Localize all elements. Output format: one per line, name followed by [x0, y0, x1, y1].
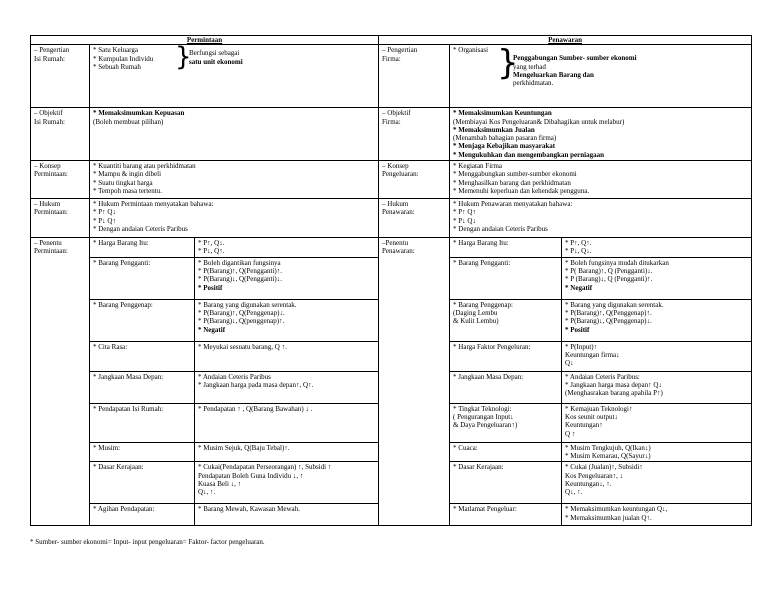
- right-factor-line: * Harga Barang Itu:: [453, 239, 509, 248]
- right-factor-cell: [450, 403, 562, 442]
- right-factor-line: * Tingkat Teknologi:: [453, 404, 512, 413]
- right-effect-line: Kos Pengeluaran↑, ↓: [565, 471, 624, 480]
- right-factor-line: & Kulit Lembu): [453, 317, 499, 326]
- left-effect-cell: [195, 462, 379, 504]
- right-effect-line: * P↓, Q↓.: [565, 247, 592, 256]
- left-effect-line: * Cukai(Pendapatan Perseorangan) ↑, Subsidi ↑: [198, 463, 332, 472]
- right-effect-line: * P(Input)↑: [565, 342, 598, 351]
- header-permintaan: Permintaan: [31, 36, 379, 45]
- right-line: * Memaksimumkan Keuntungan: [453, 109, 552, 118]
- left-line: * P↑ Q↓: [93, 208, 116, 217]
- left-line: * Hukum Permintaan menyatakan bahawa:: [93, 200, 214, 209]
- left-effect-line: * Pendapatan ↑ , Q(Barang Bawahan) ↓ .: [198, 404, 313, 413]
- right-effect-line: Q↓, ↑.: [565, 488, 583, 497]
- right-factor-line: * Cuaca:: [453, 443, 478, 452]
- right-label-cell: [379, 45, 450, 108]
- right-label-line: Pengeluaran:: [382, 170, 419, 179]
- left-effect-line: * Positif: [198, 283, 223, 292]
- right-line: * P↑ Q↑: [453, 208, 476, 217]
- left-line: * Dengan andaian Ceteris Paribus: [93, 224, 188, 233]
- right-brace-icon: }: [497, 44, 519, 84]
- right-line: (Menambah bahagian pasaran firma): [453, 134, 557, 143]
- left-line: * Tempoh masa tertentu.: [93, 186, 162, 195]
- left-content-cell: [90, 45, 379, 108]
- right-effect-line: Kos seunit output↓: [565, 412, 618, 421]
- left-factor-cell: [90, 371, 195, 403]
- right-effect-line: * P (Barang)↓, Q (Pengganti)↑.: [565, 275, 653, 284]
- right-line: * Hukum Penawaran menyatakan bahawa:: [453, 200, 573, 209]
- left-effect-line: * P(Barang)↑, Q(Penggenap)↓.: [198, 308, 285, 317]
- left-effect-line: * P↑, Q↓.: [198, 239, 225, 248]
- right-effect-cell: [562, 442, 752, 462]
- right-effect-line: * P( Barang)↑, Q (Pengganti)↓.: [565, 266, 653, 275]
- left-line: * Memaksimumkan Kepuasan: [93, 109, 185, 118]
- right-effect-cell: [562, 238, 752, 258]
- right-effect-cell: [562, 403, 752, 442]
- concept-row: [31, 108, 752, 161]
- left-factor-cell: [90, 257, 195, 299]
- left-effect-line: * Jangkaan harga pada masa depan↑, Q↑.: [198, 380, 314, 389]
- left-line: * Kuantiti barang atau perkhidmatan: [93, 162, 196, 171]
- left-factor-line: * Pendapatan Isi Rumah:: [93, 404, 164, 413]
- left-effect-line: * Andaian Ceteris Paribus: [198, 372, 271, 381]
- right-label-line: – Konsep: [382, 162, 409, 171]
- left-factor-cell: [90, 442, 195, 462]
- right-effect-cell: [562, 462, 752, 504]
- right-line: * Kegiatan Firma: [453, 162, 503, 171]
- left-effect-cell: [195, 442, 379, 462]
- right-factor-line: * Dasar Kerajaan:: [453, 463, 504, 472]
- header-penawaran: Penawaran: [379, 36, 752, 45]
- determinant-row: [31, 238, 752, 258]
- right-factor-line: * Barang Penggenap:: [453, 300, 513, 309]
- left-line: * Mampu & ingin dibeli: [93, 170, 162, 179]
- right-effect-line: Q↓: [565, 359, 574, 368]
- left-content-cell: [90, 199, 379, 238]
- right-line: (Membiayai Kos Pengeluaran& Dibahagikan untuk melabur): [453, 117, 625, 126]
- right-effect-cell: [562, 299, 752, 341]
- right-label-line: Firma:: [382, 117, 401, 126]
- left-line: * Suatu tingkat harga: [93, 178, 153, 187]
- right-effect-line: * P↑, Q↑.: [565, 239, 592, 248]
- right-effect-line: Keuntungan↓, ↑.: [565, 479, 612, 488]
- left-factor-line: * Barang Pengganti:: [93, 258, 151, 267]
- left-factor-cell: [90, 403, 195, 442]
- left-effect-line: * P(Barang)↓, Q(penggenap)↑.: [198, 317, 285, 326]
- right-label-line: – Pengertian: [382, 46, 418, 55]
- right-factor-line: * Jangkaan Masa Depan:: [453, 372, 524, 381]
- right-line: * Menghasilkan barang dan perkhidmatan: [453, 178, 571, 187]
- left-effect-cell: [195, 238, 379, 258]
- right-effect-line: * Musim Kemarau, Q(Sayur↓): [565, 451, 651, 460]
- left-label-cell: [31, 108, 90, 161]
- left-label-line: Permintaan:: [34, 170, 68, 179]
- right-factor-cell: [450, 257, 562, 299]
- left-factor-line: * Jangkaan Masa Depan:: [93, 372, 164, 381]
- right-effect-cell: [562, 341, 752, 371]
- right-brace-icon: }: [175, 44, 192, 73]
- right-effect-line: Keuntungan↑: [565, 421, 603, 430]
- right-effect-line: * Musim Tengkujuh, Q(Ikan↓): [565, 443, 651, 452]
- right-effect-line: (Menghasrakan barang apabila P↑): [565, 389, 663, 398]
- right-label-line: –Penentu: [382, 239, 409, 248]
- left-effect-line: Q↓, ↑.: [198, 488, 216, 497]
- left-effect-cell: [195, 371, 379, 403]
- right-effect-line: * Memaksimumkan jualan Q↑.: [565, 513, 652, 522]
- left-effect-line: * Meyukai sesuatu barang, Q ↑.: [198, 342, 287, 351]
- right-label-line: – Objektif: [382, 109, 411, 118]
- left-item-line: * Satu Keluarga: [93, 46, 138, 55]
- right-line: * Memaksimumkan Jualan: [453, 125, 535, 134]
- footnote: * Sumber- sumber ekonomi= Input- input pengeluaran= Faktor- factor pengeluaran.: [30, 538, 265, 546]
- left-label-cell: [31, 199, 90, 238]
- right-effect-cell: [562, 504, 752, 526]
- right-factor-cell: [450, 371, 562, 403]
- left-label-cell: [31, 161, 90, 199]
- left-effect-cell: [195, 299, 379, 341]
- right-line: * Dengan andaian Ceteris Paribus: [453, 224, 548, 233]
- right-effect-cell: [562, 371, 752, 403]
- left-effect-line: * Negatif: [198, 325, 226, 334]
- left-effect-cell: [195, 403, 379, 442]
- right-label-cell: [379, 161, 450, 199]
- right-content-cell: [450, 108, 752, 161]
- right-effect-line: * P(Barang)↑, Q(Penggenap)↑.: [565, 308, 652, 317]
- left-effect-line: * P(Barang)↓, Q(Pengganti)↓.: [198, 275, 282, 284]
- left-label-line: Permintaan:: [34, 208, 68, 217]
- right-effect-line: * Jangkaan harga masa depan↑ Q↓: [565, 380, 662, 389]
- right-line: * Mengukuhkan dan mengembangkan perniagaan: [453, 150, 604, 159]
- left-effect-line: * P(Barang)↑, Q(Pengganti)↑.: [198, 266, 282, 275]
- right-factor-cell: [450, 462, 562, 504]
- left-label-line: – Objektif: [34, 109, 63, 118]
- left-factor-line: * Cita Rasa:: [93, 342, 128, 351]
- left-factor-cell: [90, 504, 195, 526]
- right-effect-line: * Memaksimumkan keuntungan Q↓,: [565, 505, 668, 514]
- left-item-line: * Kumpulan Individu: [93, 54, 154, 63]
- left-label-cell: [31, 45, 90, 108]
- right-label-cell: [379, 199, 450, 238]
- left-effect-line: * Musim Sejuk, Q(Baju Tebal)↑.: [198, 443, 290, 452]
- right-line: * Menggabungkan sumber-sumber ekonomi: [453, 170, 577, 179]
- right-effect-line: * P(Barang)↓, Q(Penggenap)↓.: [565, 317, 652, 326]
- left-label-line: Isi Rumah:: [34, 117, 65, 126]
- right-factor-line: * Harga Faktor Pengeluran:: [453, 342, 531, 351]
- left-side-line: Berfungsi sebagai: [189, 49, 240, 58]
- right-content-cell: [450, 199, 752, 238]
- left-factor-cell: [90, 238, 195, 258]
- right-line: * P↓ Q↓: [453, 216, 476, 225]
- right-effect-line: * Kemajuan Teknologi↑: [565, 404, 633, 413]
- left-item-line: * Sebuah Rumah: [93, 62, 141, 71]
- left-effect-cell: [195, 504, 379, 526]
- left-line: (Boleh membuat pilihan): [93, 117, 164, 126]
- right-item-line: * Organisasi: [453, 46, 489, 55]
- left-effect-line: Kuasa Beli ↓, ↑: [198, 479, 242, 488]
- right-effect-line: * Negatif: [565, 283, 593, 292]
- right-factor-line: & Daya Pengeluaran↑): [453, 421, 518, 430]
- right-effect-line: * Barang yang digunakan serentak.: [565, 300, 664, 309]
- right-factor-cell: [450, 504, 562, 526]
- left-effect-line: * Barang yang digunakan serentak.: [198, 300, 297, 309]
- left-content-cell: [90, 108, 379, 161]
- concept-row: [31, 161, 752, 199]
- right-label-cell: [379, 108, 450, 161]
- left-factor-line: * Agihan Pendapatan:: [93, 505, 155, 514]
- concept-row: [31, 199, 752, 238]
- right-line: * Memenuhi keperluan dan kehendak pengguna.: [453, 186, 590, 195]
- left-content-cell: [90, 161, 379, 199]
- left-factor-line: * Harga Barang Itu:: [93, 239, 149, 248]
- left-label-line: – Hukum: [34, 200, 61, 209]
- left-label-line: – Konsep: [34, 162, 61, 171]
- left-effect-cell: [195, 257, 379, 299]
- right-factor-cell: [450, 341, 562, 371]
- right-effect-line: Q ↑: [565, 429, 576, 438]
- right-side-line: Penggabungan Sumber- sumber ekonomi: [513, 54, 637, 63]
- right-line: * Menjaga Kebajikan masyarakat: [453, 142, 556, 151]
- left-effect-line: * P↓, Q↑.: [198, 247, 225, 256]
- right-factor-line: * Barang Pengganti:: [453, 258, 511, 267]
- left-factor-line: * Musim:: [93, 443, 121, 452]
- left-label-line: Permintaan:: [34, 247, 68, 256]
- left-line: * P↓ Q↑: [93, 216, 116, 225]
- right-effect-line: * Positif: [565, 325, 590, 334]
- left-effect-line: * Barang Mewah, Kawasan Mewah.: [198, 505, 300, 514]
- left-factor-cell: [90, 299, 195, 341]
- right-factor-line: (Daging Lembu: [453, 308, 498, 317]
- left-label-line: – Penentu: [34, 239, 62, 248]
- right-factor-line: ( Pengurangan Input↓: [453, 412, 514, 421]
- left-label-line: – Pengertian: [34, 46, 70, 55]
- right-side-line: Mengeluarkan Barang dan: [513, 70, 594, 79]
- right-factor-cell: [450, 442, 562, 462]
- left-effect-line: Pendapatan Boleh Guna Individu ↓, ↑: [198, 471, 304, 480]
- right-effect-line: * Boleh fungsinya mudah ditukarkan: [565, 258, 669, 267]
- right-factor-cell: [450, 299, 562, 341]
- left-effect-cell: [195, 341, 379, 371]
- left-factor-cell: [90, 341, 195, 371]
- right-factor-line: * Matlamat Pengeluar:: [453, 505, 517, 514]
- left-factor-line: * Barang Penggenap:: [93, 300, 153, 309]
- right-effect-cell: [562, 257, 752, 299]
- left-label-line: Isi Rumah:: [34, 54, 65, 63]
- left-side-line: satu unit ekonomi: [189, 57, 243, 66]
- right-factor-cell: [450, 238, 562, 258]
- left-factor-cell: [90, 462, 195, 504]
- right-side-line: perkhidmatan.: [513, 79, 554, 88]
- right-label-line: Penawaran:: [382, 247, 415, 256]
- left-effect-line: * Boleh digantikan fungsinya: [198, 258, 281, 267]
- right-effect-line: Keuntungan firma↓: [565, 350, 620, 359]
- right-content-cell: [450, 161, 752, 199]
- left-factor-line: * Dasar Kerajaan:: [93, 463, 144, 472]
- right-effect-line: * Andaian Ceteris Paribus:: [565, 372, 640, 381]
- right-content-cell: [450, 45, 752, 108]
- concept-row: [31, 45, 752, 108]
- right-side-line: yang terhad: [513, 62, 546, 71]
- economics-comparison-table: [30, 35, 752, 526]
- right-label-line: – Hukum: [382, 200, 409, 209]
- right-label-line: Penawaran:: [382, 208, 415, 217]
- right-label-line: Firma:: [382, 54, 401, 63]
- right-effect-line: * Cukai (Jualan)↑, Subsidi↑: [565, 463, 643, 472]
- left-label-cell: [31, 238, 90, 526]
- right-label-cell: [379, 238, 450, 526]
